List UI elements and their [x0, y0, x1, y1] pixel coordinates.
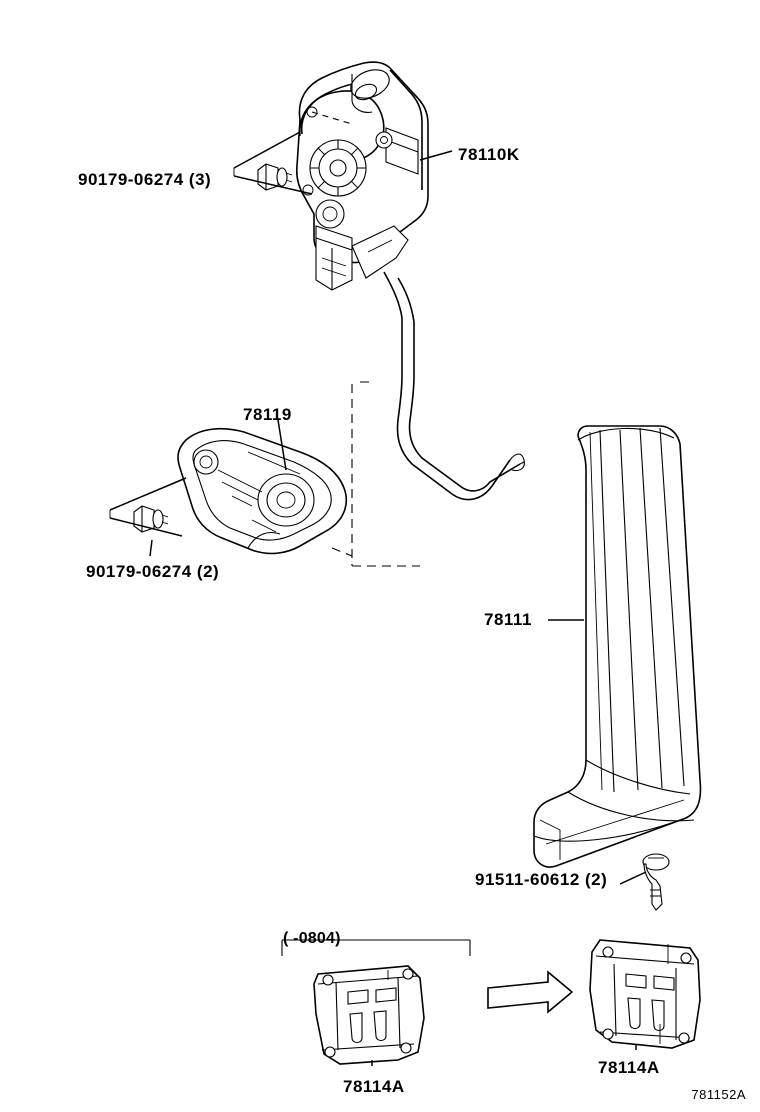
label-78114A-left: 78114A: [343, 1077, 405, 1096]
label-78110K: 78110K: [458, 145, 520, 164]
label-78111: 78111: [484, 610, 532, 629]
leader-bolt-mid-label: [150, 540, 152, 556]
alignment-guide-2: [332, 548, 352, 556]
part-connecting-rod: [384, 272, 524, 500]
label-78114A-right: 78114A: [598, 1058, 660, 1077]
label-90179-06274-3: 90179-06274 (3): [78, 170, 212, 189]
label-91511-60612-2: 91511-60612 (2): [475, 870, 608, 889]
part-78110K-sensor-assembly: [297, 62, 428, 290]
replacement-arrow: [488, 972, 572, 1012]
part-78114A-left: [314, 966, 424, 1064]
part-78114A-right: [590, 940, 700, 1048]
label-78119: 78119: [243, 405, 292, 424]
part-91511-60612-screw: [643, 854, 669, 910]
part-78111-pedal-pad: [534, 426, 700, 867]
sheet-code: 781152A: [691, 1087, 746, 1102]
label-date-range: ( -0804): [283, 930, 341, 947]
leader-bolt-top-a: [234, 132, 300, 168]
leader-bolt-mid-a: [110, 478, 186, 510]
leader-91511: [620, 872, 646, 884]
part-78119-bracket: [178, 429, 346, 554]
alignment-guide: [352, 382, 420, 566]
label-90179-06274-2: 90179-06274 (2): [86, 562, 220, 581]
